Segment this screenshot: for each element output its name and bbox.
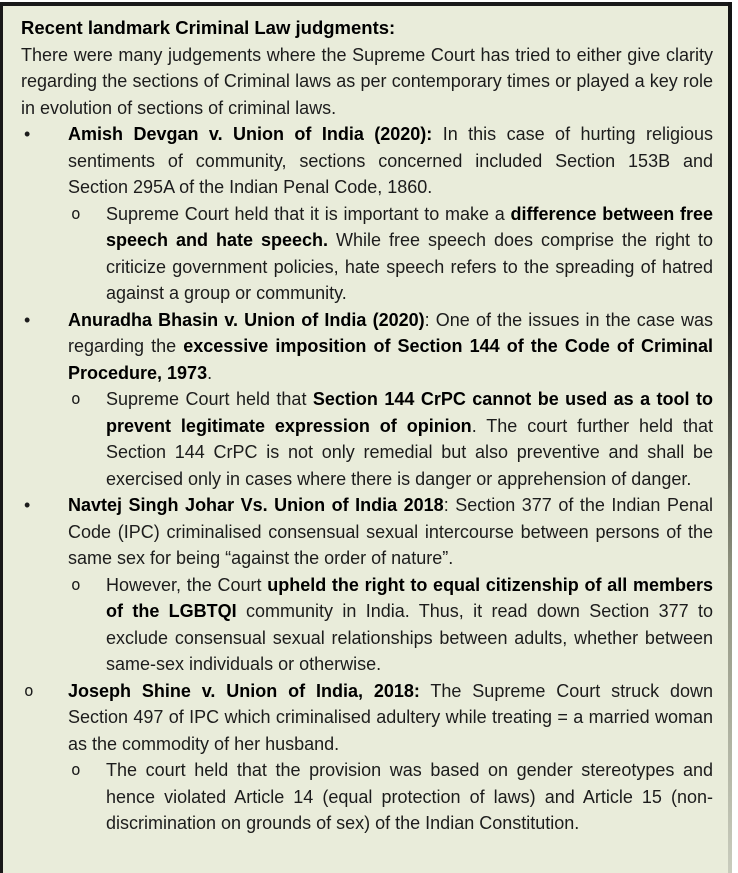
circle-marker-icon: o	[71, 389, 81, 408]
circle-marker-icon: o	[71, 203, 81, 223]
text-segment: Navtej Singh Johar Vs. Union of India 2018	[68, 495, 444, 515]
text-segment: .	[207, 362, 213, 383]
text-segment: Supreme Court held that it is important to make a	[106, 203, 511, 224]
text-segment: Joseph Shine v. Union of India, 2018:	[68, 680, 420, 701]
text-segment: Supreme Court held that	[106, 389, 313, 409]
intro-paragraph: There were many judgements where the Supreme Court has tried to either give clarity regarding the sections of Criminal laws as per contemporary times or played a key role in evolution of sections of criminal laws.	[21, 44, 713, 118]
text-segment: community in India. Thus, it read down Section 377 to exclude consensual sexual relationships between adults, whether between same-sex individuals or otherwise.	[106, 601, 714, 674]
text-segment: upheld the right to equal citizenship of all members of the LGBTQI	[106, 574, 713, 621]
judgments-text-box	[0, 2, 728, 873]
box-right-border	[728, 2, 732, 873]
circle-marker-icon: o	[24, 680, 34, 700]
judgment-subitem	[21, 386, 713, 492]
judgment-item	[21, 492, 713, 572]
bullet-marker-icon: •	[24, 309, 31, 330]
judgment-item	[21, 678, 713, 758]
judgment-subitem	[21, 572, 713, 678]
bullet-marker-icon: •	[24, 124, 31, 144]
text-segment: Amish Devgan v. Union of India (2020):	[68, 124, 433, 144]
text-segment: : One of the issues in the case was regarding the	[68, 309, 713, 356]
text-segment: The court held that the provision was based on gender stereotypes and hence violated Article 14 (equal protection of laws) and Article 15 (non-discrimination on grounds of sex) of the Indian Constitution.	[106, 760, 713, 833]
circle-marker-icon: o	[71, 574, 81, 594]
text-segment: However, the Court	[106, 574, 268, 595]
judgment-subitem	[21, 201, 713, 307]
text-segment: excessive imposition of Section 144 of the Code of Criminal Procedure, 1973	[68, 336, 714, 383]
text-segment: In this case of hurting religious sentiments of community, sections concerned included Section 153B and Section 295A of the Indian Penal Code, 1860.	[68, 124, 714, 197]
text-segment: . The court further held that Section 144 CrPC is not only remedial but also preventive and shall be exercised only in cases where there is danger or apprehension of danger.	[106, 415, 714, 489]
circle-marker-icon: o	[71, 760, 81, 779]
bullet-marker-icon: •	[24, 495, 31, 515]
judgment-item	[21, 121, 713, 201]
section-title: Recent landmark Criminal Law judgments:	[21, 17, 396, 38]
text-segment: The Supreme Court struck down Section 497 of IPC which criminalised adultery while treating = a married woman as the commodity of her husband.	[68, 680, 713, 754]
judgment-subitem	[21, 757, 713, 837]
text-segment: difference between free speech and hate speech.	[106, 203, 713, 250]
text-segment: While free speech does comprise the right to criticize government policies, hate speech refers to the spreading of hatred against a group or community.	[106, 230, 713, 303]
judgment-list	[21, 121, 713, 837]
judgment-item	[21, 307, 713, 387]
text-segment: : Section 377 of the Indian Penal Code (IPC) criminalised consensual sexual intercourse between persons of the same sex for being “against the order of nature”.	[68, 495, 713, 568]
text-segment: Section 144 CrPC cannot be used as a tool to prevent legitimate expression of opinion	[106, 389, 713, 436]
text-segment: Anuradha Bhasin v. Union of India (2020)	[68, 309, 425, 330]
